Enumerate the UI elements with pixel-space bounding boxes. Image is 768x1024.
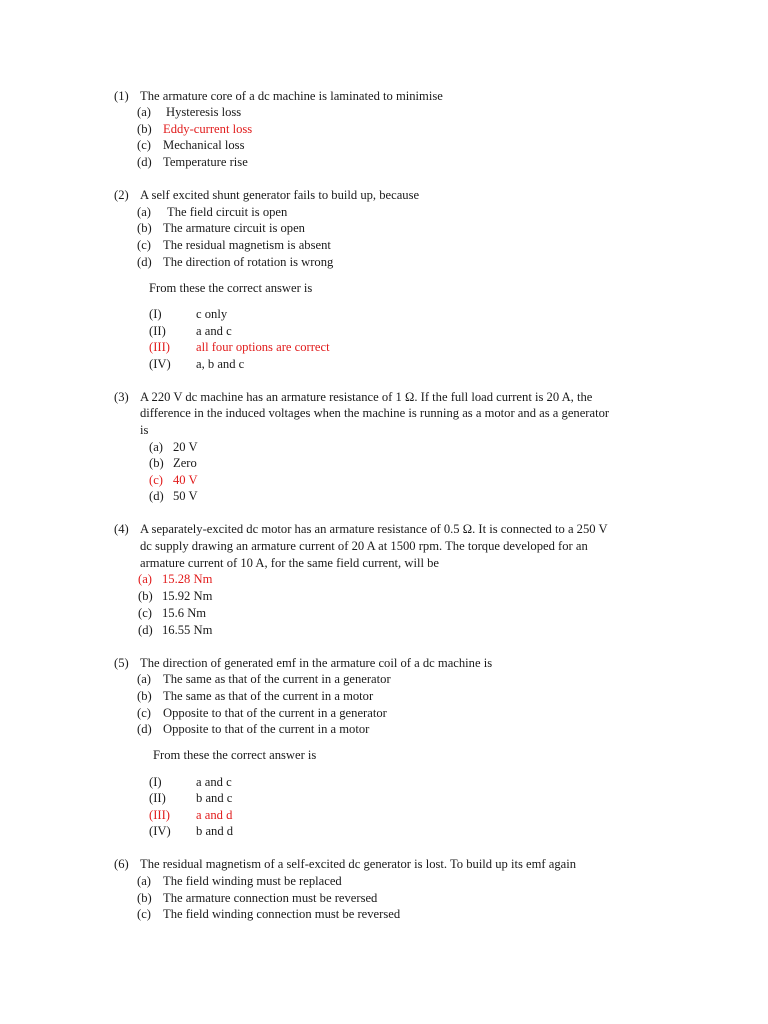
q1-option-a-letter: (a) xyxy=(137,105,151,119)
q3-option-b-text: Zero xyxy=(173,456,197,470)
q5-option-a-text: The same as that of the current in a generator xyxy=(163,672,391,686)
q4-option-b-letter: (b) xyxy=(138,589,153,603)
question-1-text: The armature core of a dc machine is laminated to minimise xyxy=(140,89,443,103)
q2-choice-iv-text: a, b and c xyxy=(196,357,245,371)
q5-prompt: From these the correct answer is xyxy=(153,748,317,762)
question-4-line-1: A separately-excited dc motor has an armature resistance of 0.5 Ω. It is connected to a 250 V xyxy=(140,522,608,536)
q1-option-c-letter: (c) xyxy=(137,138,151,152)
q5-choice-iii-roman-answer: (III) xyxy=(149,808,170,822)
q2-option-c-letter: (c) xyxy=(137,238,151,252)
q2-option-a-letter: (a) xyxy=(137,205,151,219)
q1-option-d-text: Temperature rise xyxy=(163,155,248,169)
q5-option-c-text: Opposite to that of the current in a generator xyxy=(163,706,387,720)
q6-option-a-text: The field winding must be replaced xyxy=(163,874,342,888)
q5-option-a-letter: (a) xyxy=(137,672,151,686)
q1-option-d-letter: (d) xyxy=(137,155,152,169)
q3-option-c-letter-answer: (c) xyxy=(149,473,163,487)
question-1-number: (1) xyxy=(114,89,129,103)
q2-option-d-text: The direction of rotation is wrong xyxy=(163,255,334,269)
q1-option-b-text-answer: Eddy-current loss xyxy=(163,122,253,136)
q6-option-b-letter: (b) xyxy=(137,891,152,905)
question-4-line-2: dc supply drawing an armature current of 20 A at 1500 rpm. The torque developed for an xyxy=(140,539,588,553)
q5-choice-iv-text: b and d xyxy=(196,824,234,838)
question-6-number: (6) xyxy=(114,857,129,871)
q2-choice-iii-roman-answer: (III) xyxy=(149,340,170,354)
q2-option-b-text: The armature circuit is open xyxy=(163,221,305,235)
question-4-line-3: armature current of 10 A, for the same field current, will be xyxy=(140,556,439,570)
q4-option-c-text: 15.6 Nm xyxy=(162,606,207,620)
q2-option-b-letter: (b) xyxy=(137,221,152,235)
q5-choice-iv-roman: (IV) xyxy=(149,824,171,838)
q5-option-b-text: The same as that of the current in a motor xyxy=(163,689,374,703)
question-5-number: (5) xyxy=(114,656,129,670)
q2-option-c-text: The residual magnetism is absent xyxy=(163,238,331,252)
q5-choice-ii-roman: (II) xyxy=(149,791,166,805)
q5-option-d-letter: (d) xyxy=(137,722,152,736)
q6-option-c-letter: (c) xyxy=(137,907,151,921)
q6-option-b-text: The armature connection must be reversed xyxy=(163,891,378,905)
q4-option-d-text: 16.55 Nm xyxy=(162,623,213,637)
q2-choice-iii-text-answer: all four options are correct xyxy=(196,340,330,354)
q1-option-c-text: Mechanical loss xyxy=(163,138,245,152)
q2-prompt: From these the correct answer is xyxy=(149,281,313,295)
q5-choice-i-text: a and c xyxy=(196,775,232,789)
q3-option-a-letter: (a) xyxy=(149,440,163,454)
question-2-text: A self excited shunt generator fails to build up, because xyxy=(140,188,420,202)
q2-choice-i-text: c only xyxy=(196,307,228,321)
q2-option-a-text: The field circuit is open xyxy=(167,205,288,219)
question-2-number: (2) xyxy=(114,188,129,202)
q1-option-a-text: Hysteresis loss xyxy=(166,105,242,119)
q6-option-a-letter: (a) xyxy=(137,874,151,888)
question-6-text: The residual magnetism of a self-excited dc generator is lost. To build up its emf again xyxy=(140,857,577,871)
q1-option-b-letter: (b) xyxy=(137,122,152,136)
q3-option-b-letter: (b) xyxy=(149,456,164,470)
q5-option-d-text: Opposite to that of the current in a motor xyxy=(163,722,370,736)
q3-option-d-letter: (d) xyxy=(149,489,164,503)
q5-choice-iii-text-answer: a and d xyxy=(196,808,233,822)
q4-option-c-letter: (c) xyxy=(138,606,152,620)
q2-choice-i-roman: (I) xyxy=(149,307,162,321)
q2-option-d-letter: (d) xyxy=(137,255,152,269)
q2-choice-ii-roman: (II) xyxy=(149,324,166,338)
q3-option-c-text-answer: 40 V xyxy=(173,473,198,487)
q4-option-a-text-answer: 15.28 Nm xyxy=(162,572,213,586)
question-3-line-3: is xyxy=(140,423,149,437)
q4-option-a-letter-answer: (a) xyxy=(138,572,152,586)
question-3-number: (3) xyxy=(114,390,129,404)
question-3-line-2: difference in the induced voltages when the machine is running as a motor and as a generator xyxy=(140,406,610,420)
question-3-line-1: A 220 V dc machine has an armature resistance of 1 Ω. If the full load current is 20 A, the xyxy=(140,390,593,404)
question-4-number: (4) xyxy=(114,522,129,536)
q5-option-c-letter: (c) xyxy=(137,706,151,720)
q5-choice-ii-text: b and c xyxy=(196,791,233,805)
q3-option-d-text: 50 V xyxy=(173,489,198,503)
q2-choice-ii-text: a and c xyxy=(196,324,232,338)
q5-option-b-letter: (b) xyxy=(137,689,152,703)
q2-choice-iv-roman: (IV) xyxy=(149,357,171,371)
q5-choice-i-roman: (I) xyxy=(149,775,162,789)
q6-option-c-text: The field winding connection must be reversed xyxy=(163,907,401,921)
q4-option-d-letter: (d) xyxy=(138,623,153,637)
question-5-text: The direction of generated emf in the armature coil of a dc machine is xyxy=(140,656,493,670)
q4-option-b-text: 15.92 Nm xyxy=(162,589,213,603)
q3-option-a-text: 20 V xyxy=(173,440,198,454)
